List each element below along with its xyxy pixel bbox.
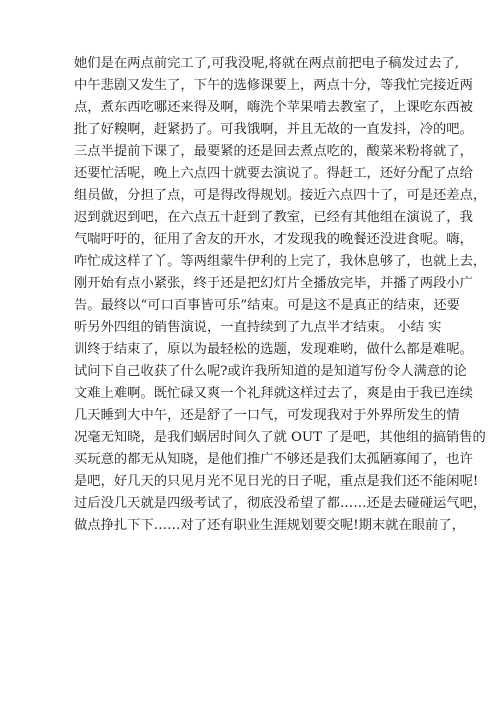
text-line: 她们是在两点前完工了,可我没呢,将就在两点前把电子稿发过去了, [74, 56, 459, 71]
text-line: 做点挣扎下下……对了还有职业生涯规划要交呢!期末就在眼前了， [74, 518, 465, 533]
text-line: 还要忙活呢，晚上六点四十就要去演说了。得赶工，还好分配了点给 [74, 166, 473, 181]
text-line: 况毫无知晓，是我们蜗居时间久了就 OUT 了是吧，其他组的搞销售的 [74, 430, 486, 445]
text-line: 三点半提前下课了，最要紧的还是回去煮点吃的，酸菜米粉将就了， [74, 144, 473, 159]
text-line: 过后没几天就是四级考试了，彻底没希望了都……还是去碰碰运气吧， [74, 496, 487, 511]
text-line: 中午悲剧又发生了，下午的选修课要上，两点十分，等我忙完接近两 [74, 78, 473, 93]
text-line: 听另外四组的销售演说，一直持续到了九点半才结束。 小结 实 [74, 320, 442, 335]
text-line: 咋忙成这样了丫。等两组蒙牛伊利的上完了，我休息够了，也就上去， [74, 254, 487, 269]
text-line: 告。最终以“可口百事皆可乐”结束。可是这不是真正的结束，还要 [74, 298, 460, 313]
text-line: 组员做，分担了点，可是得改得规划。接近六点四十了，可是还差点， [74, 188, 487, 203]
text-line: 刚开始有点小紧张，终于还是把幻灯片全播放完毕，并播了两段小广 [74, 276, 473, 291]
text-line: 批了好糗啊，赶紧扔了。可我饿啊，并且无故的一直发抖，冷的吧。 [74, 122, 473, 137]
text-line: 训终于结束了，原以为最轻松的选题，发现难哟，做什么都是难呢。 [74, 342, 473, 357]
text-line: 买玩意的都无从知晓，是他们推广不够还是我们太孤陋寡闻了，也许 [74, 452, 473, 467]
text-line: 迟到就迟到吧，在六点五十赶到了教室，已经有其他组在演说了，我 [74, 210, 473, 225]
text-line: 试问下自己收获了什么呢?或许我所知道的是知道写份令人满意的论 [74, 364, 467, 379]
text-line: 气喘吁吁的，征用了舍友的开水，才发现我的晚餐还没进食呢。嗨， [74, 232, 473, 247]
body-text [74, 53, 487, 537]
text-line: 几天睡到大中午，还是舒了一口气，可发现我对于外界所发生的情 [74, 408, 460, 423]
text-line: 文难上难啊。既忙碌又爽一个礼拜就这样过去了，爽是由于我已连续 [74, 386, 473, 401]
text-line: 是吧，好几天的只见月光不见日光的日子呢，重点是我们还不能闲呢! [74, 474, 479, 489]
text-line: 点，煮东西吃哪还来得及啊，嗨洗个苹果啃去教室了，上课吃东西被 [74, 100, 473, 115]
